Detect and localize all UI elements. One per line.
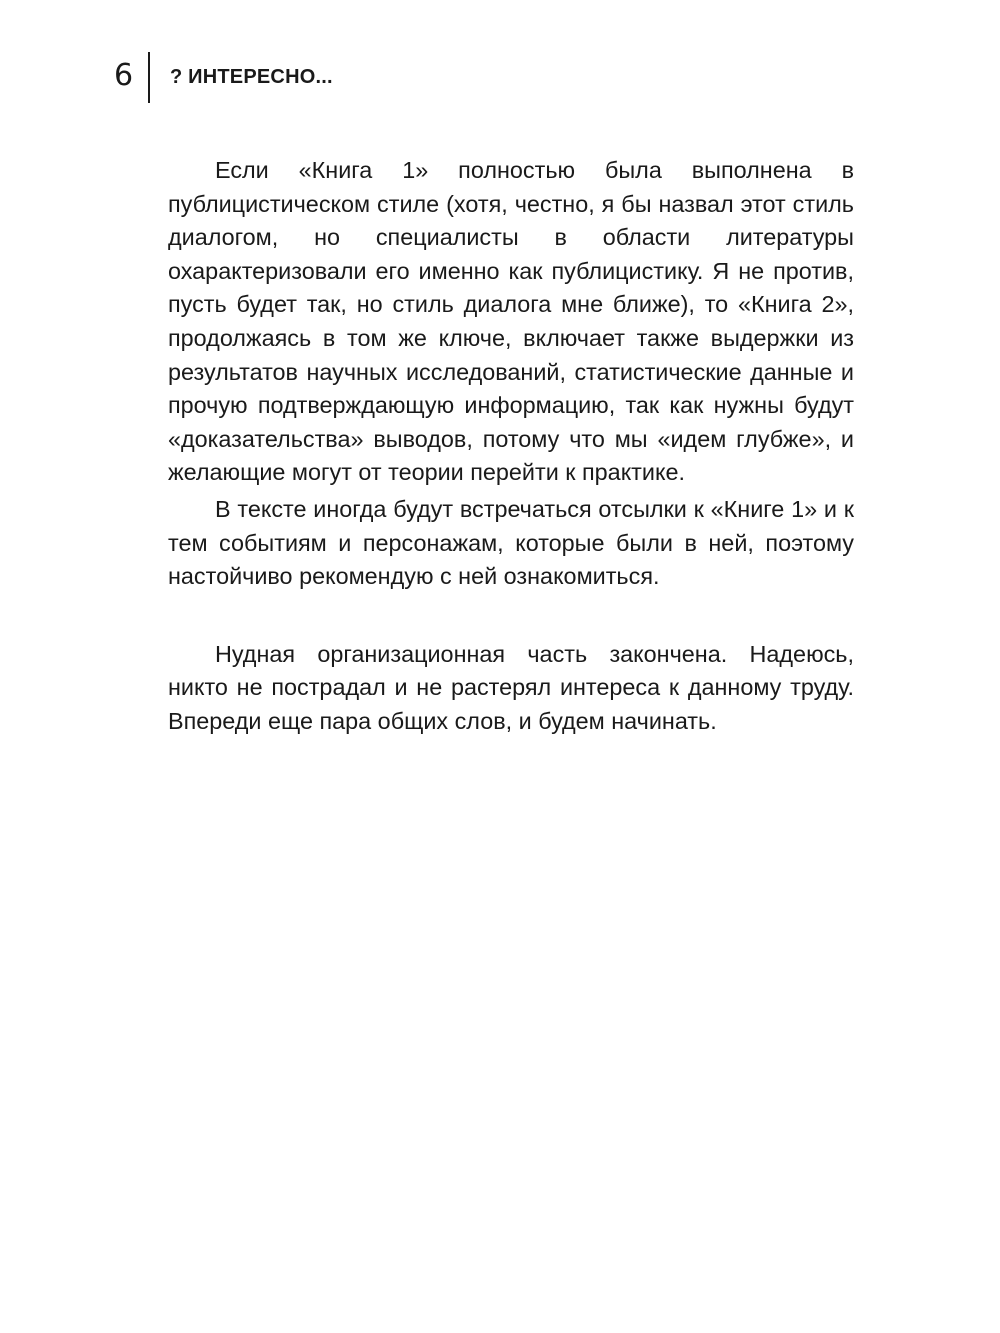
header-divider bbox=[148, 52, 150, 103]
paragraph: Если «Книга 1» полностью была выполнена в публицистическом стиле (хотя, честно, я бы назвал этот стиль диалогом, но специалисты в области литературы охарактеризовали его именно как публицистику. Я не против, пусть будет так, но стиль диалога мне ближе), то «Книга 2», продолжаясь в том же ключе, включает также выдержки из результатов научных исследований, статистические данные и прочую подтверждающую информацию, так как нужны будут «доказательства» выводов, потому что мы «идем глубже», и желающие могут от теории перейти к практике. bbox=[168, 157, 854, 486]
running-title: ? ИНТЕРЕСНО... bbox=[170, 66, 333, 88]
body-text bbox=[168, 154, 854, 739]
paragraph: Нудная организационная часть закончена. Надеюсь, никто не пострадал и не растерял интереса к данному труду. Впереди еще пара общих слов, и будем начинать. bbox=[168, 640, 854, 734]
paragraph: В тексте иногда будут встречаться отсылки к «Книге 1» и к тем событиям и персонажам, которые были в ней, поэтому настойчиво рекомендую с ней ознакомиться. bbox=[168, 495, 854, 590]
page-header bbox=[0, 0, 1000, 120]
page-number: 6 bbox=[114, 58, 134, 93]
